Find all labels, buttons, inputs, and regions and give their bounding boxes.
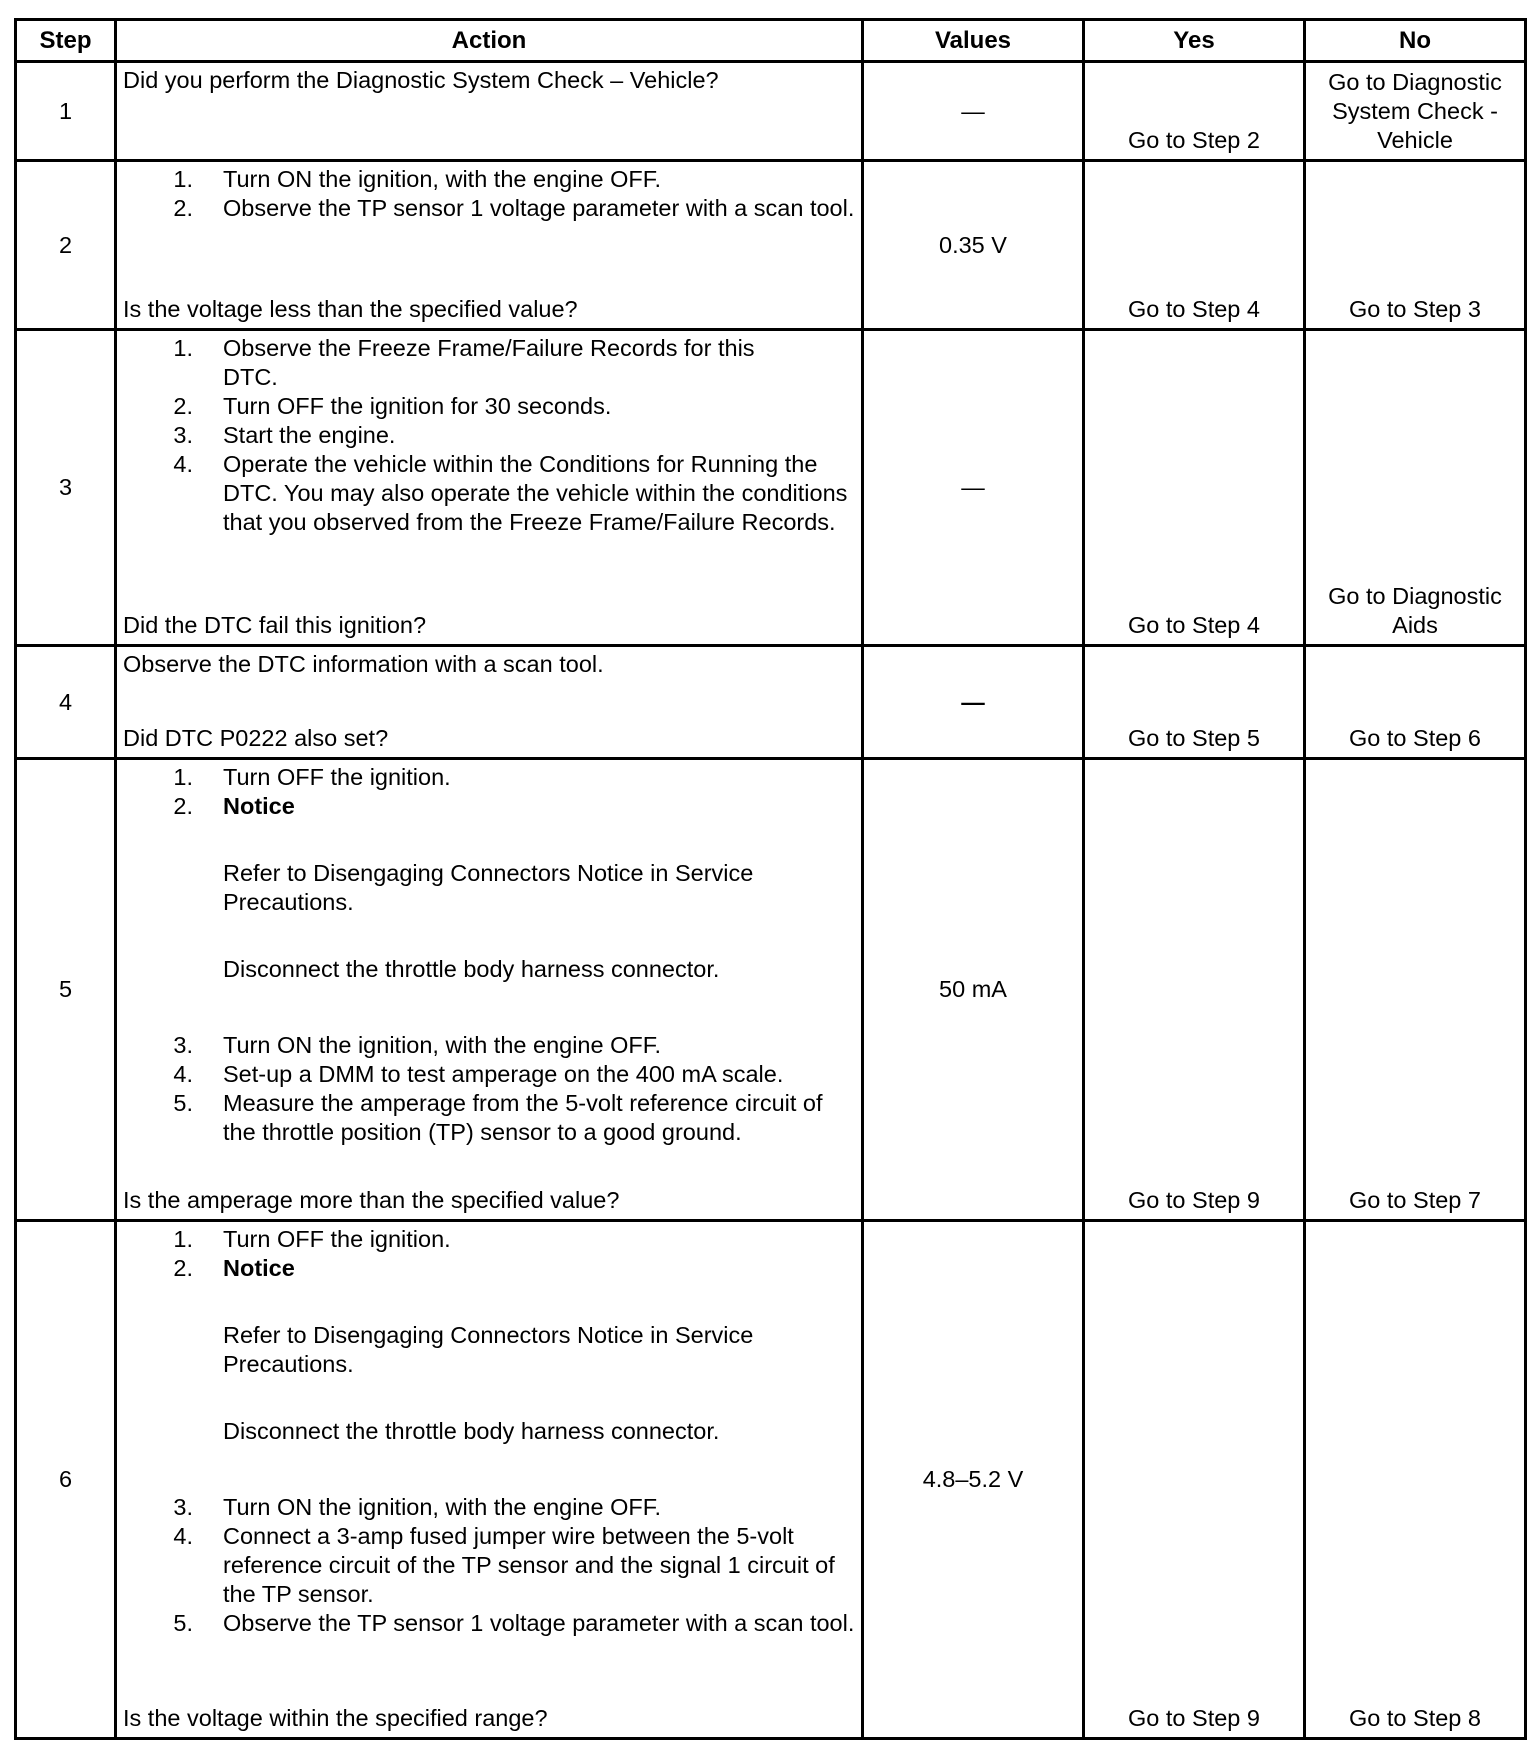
list-item: 2. Notice [173,1255,295,1281]
no-cell: Go to Diagnostic System Check - Vehicle [1305,62,1526,161]
list-item: 3. Turn ON the ignition, with the engine OFF. [173,1494,662,1520]
value-cell: — [863,330,1084,646]
table-row [16,330,1526,646]
no-cell: Go to Diagnostic Aids [1305,330,1526,646]
value-cell: — [863,646,1084,759]
step-number: 6 [16,1221,116,1739]
action-steps [123,334,855,537]
yes-cell: Go to Step 2 [1084,62,1305,161]
action-question: Did the DTC fail this ignition? [123,612,427,638]
header-action: Action [116,20,863,62]
list-item: 4. Set-up a DMM to test amperage on the 400 mA scale. [173,1061,784,1087]
header-yes: Yes [1084,20,1305,62]
table-row [16,646,1526,759]
header-row [16,20,1526,62]
no-cell: Go to Step 8 [1305,1221,1526,1739]
header-step: Step [16,20,116,62]
table-row [16,62,1526,161]
no-cell: Go to Step 3 [1305,161,1526,330]
action-steps [123,1031,855,1147]
step-number: 1 [16,62,116,161]
list-item: 1. Observe the Freeze Frame/Failure Records for this DTC. [173,335,755,390]
list-item: 2. Notice [173,793,295,819]
list-item: 3. Start the engine. [173,422,396,448]
action-cell [116,759,863,1221]
value-cell: 4.8–5.2 V [863,1221,1084,1739]
action-question: Is the amperage more than the specified value? [123,1187,620,1213]
notice-text: Refer to Disengaging Connectors Notice in Service Precautions. [223,860,754,915]
notice-action: Disconnect the throttle body harness connector. [223,1418,720,1444]
action-cell [116,330,863,646]
list-item: 3. Turn ON the ignition, with the engine OFF. [173,1032,662,1058]
action-question: Did DTC P0222 also set? [123,725,389,751]
action-cell [116,1221,863,1739]
action-question: Is the voltage within the specified range? [123,1705,548,1731]
header-values: Values [863,20,1084,62]
yes-cell: Go to Step 5 [1084,646,1305,759]
list-item: 1. Turn OFF the ignition. [173,1226,451,1252]
no-cell: Go to Step 6 [1305,646,1526,759]
header-no: No [1305,20,1526,62]
list-item: 5. Measure the amperage from the 5-volt reference circuit of the throttle position (TP) sensor to a good ground. [173,1090,823,1145]
value-cell: — [863,62,1084,161]
yes-cell: Go to Step 9 [1084,759,1305,1221]
notice-action: Disconnect the throttle body harness connector. [223,956,720,982]
list-item: 4. Operate the vehicle within the Conditions for Running the DTC. You may also operate the vehicle within the conditions that you observed from the Freeze Frame/Failure Records. [173,451,848,535]
action-text: Did you perform the Diagnostic System Check – Vehicle? [123,67,719,93]
action-steps [123,763,855,821]
list-item: 1. Turn OFF the ignition. [173,764,451,790]
diagnostic-table [14,18,1527,1740]
action-steps [123,1493,855,1638]
action-steps [123,1225,855,1283]
action-cell [116,161,863,330]
step-number: 2 [16,161,116,330]
yes-cell: Go to Step 4 [1084,330,1305,646]
value-cell: 50 mA [863,759,1084,1221]
action-steps [123,165,855,223]
list-item: 1. Turn ON the ignition, with the engine OFF. [173,166,662,192]
notice-text: Refer to Disengaging Connectors Notice in Service Precautions. [223,1322,754,1377]
table-row [16,1221,1526,1739]
action-cell [116,646,863,759]
list-item: 2. Observe the TP sensor 1 voltage parameter with a scan tool. [173,195,855,221]
step-number: 5 [16,759,116,1221]
action-question: Is the voltage less than the specified value? [123,296,578,322]
list-item: 2. Turn OFF the ignition for 30 seconds. [173,393,612,419]
step-number: 3 [16,330,116,646]
yes-cell: Go to Step 9 [1084,1221,1305,1739]
table-row [16,759,1526,1221]
table-row [16,161,1526,330]
action-text: Observe the DTC information with a scan tool. [123,651,604,677]
list-item: 5. Observe the TP sensor 1 voltage parameter with a scan tool. [173,1610,855,1636]
no-cell: Go to Step 7 [1305,759,1526,1221]
step-number: 4 [16,646,116,759]
value-cell: 0.35 V [863,161,1084,330]
list-item: 4. Connect a 3-amp fused jumper wire between the 5-volt reference circuit of the TP sensor and the signal 1 circuit of the TP sensor. [173,1523,835,1607]
yes-cell: Go to Step 4 [1084,161,1305,330]
action-cell [116,62,863,161]
